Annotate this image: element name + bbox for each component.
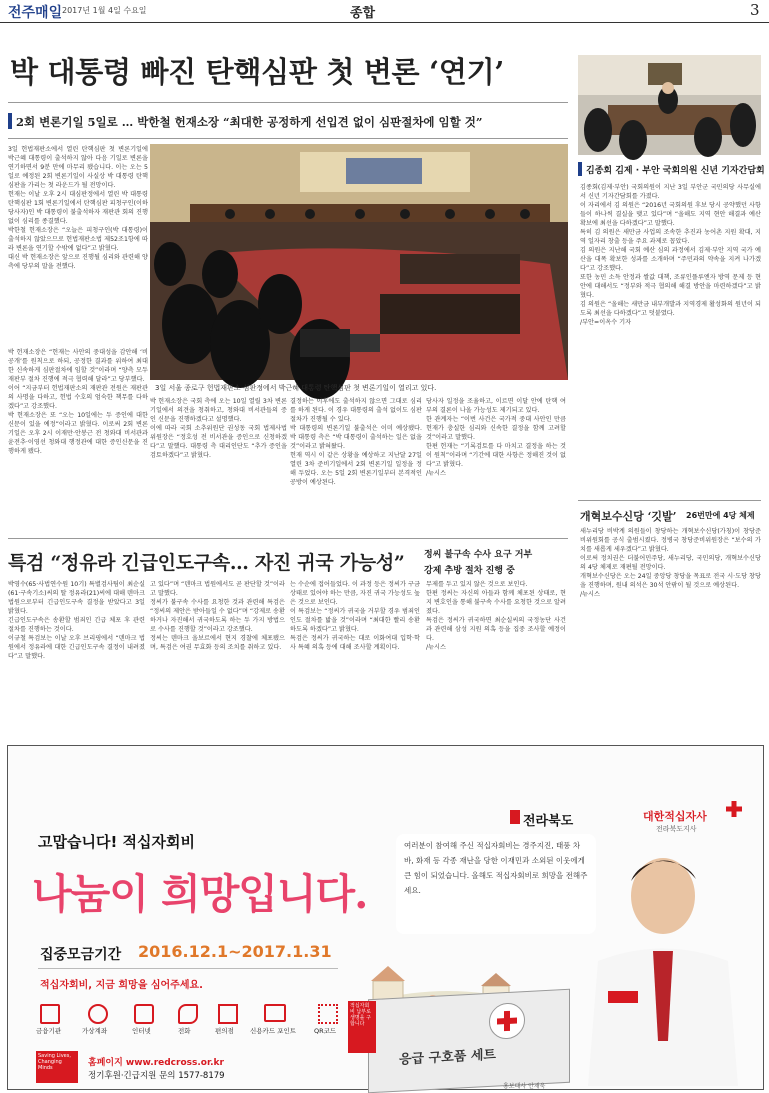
saving-lives-badge: Saving Lives, Changing Minds: [36, 1051, 78, 1083]
ad-org-2-sub: 전라북도지사: [656, 825, 697, 833]
credit-card-icon: [264, 1004, 286, 1022]
ad-main-slogan: 나눔이 희망입니다.: [32, 870, 368, 918]
third-headline-left: 개혁보수신당 ‘깃발’: [580, 510, 677, 523]
second-story-col4: 무제를 두고 있지 않은 것으로 보인다. 한편 정씨는 자신의 아들과 함께 체포된 상태로, 현지 변호인을 통해 불구속 수사를 요청한 것으로 알려졌다. 특검은 정씨가 귀국하면 최순실씨의 국정농단 사건과 관련해 삼성 지원 의혹 등을 집중 조사할 예정이다. /뉴시스: [426, 581, 566, 651]
emergency-kit-box: [368, 989, 570, 1093]
second-story-col1: 박영수(65·사법연수원 10기) 특별검사팀이 최순실(61·구속기소)씨의 딸 정유라(21)씨에 대해 덴마크 법원으로부터 긴급인도구속 결정을 받았다고 3일 밝혔다. 긴급인도구속은 송환할 범죄인 긴급 체포 후 관련 절차를 진행하는 것이다. 이규철 특검보는 이날 오후 브리핑에서 “덴마크 법원에서 정유라에 대한 긴급인도구속 결정이 내려졌다”고 말했다.: [8, 581, 145, 660]
internet-icon: [134, 1004, 154, 1024]
pay-method-label: QR코드: [314, 1027, 337, 1035]
divider: [8, 102, 568, 103]
subhead-bar: [8, 113, 12, 129]
press-conference-photo: [578, 55, 761, 155]
section-title: 종합: [350, 6, 376, 21]
pay-methods-row: [36, 1004, 348, 1038]
newspaper-logo: 전주매일: [8, 5, 63, 21]
issue-date: 2017년 1월 4일 수요일: [62, 6, 147, 15]
second-story-col2: 고 있다”며 “덴마크 법원에서도 곧 판단할 것”이라고 말했다. 정씨가 불구속 수사를 요청한 것과 관련해 특검은 “정씨의 제안은 받아들일 수 없다”며 “강제로 송환하거나 자진해서 귀국하도록 하는 두 가지 방법으로 수사를 진행할 것”이라고 강조했다. 정씨는 덴마크 올보르에서 현지 경찰에 체포됐으며, 특검은 여권 무효화 등의 조치를 취하고 있다.: [150, 581, 285, 651]
pay-method-label: 전화: [178, 1027, 191, 1035]
ad-website: 홈페이지 www.redcross.or.kr: [88, 1058, 224, 1068]
main-story-col3: 결정하는 이후에도 출석하지 않으면 그대로 심리를 하게 된다. 이 경우 대통령의 출석 없이도 심판 절차가 진행될 수 있다. 박 대통령의 변론기일 불출석은 이미 예상됐다. 박 대통령 측은 “박 대통령이 출석하는 일은 없을 것”이라고 밝혀왔다. 헌재 역시 이 같은 상황을 예상하고 지난달 27일 열린 3차 준비기일에서 2회 변론기일 일정을 정해 두었다. 오는 5일 2회 변론기일부터 본격적인 공방이 예상된다.: [290, 398, 422, 486]
kit-box-label: 응급 구호품 세트: [399, 1047, 496, 1068]
third-headline-right: 26번만에 4당 체제: [686, 511, 755, 520]
phone-icon: [178, 1004, 198, 1024]
courtroom-photo-illustration: [150, 144, 568, 380]
press-conference-caption: 김종회 김제 · 부안 국회의원 신년 기자간담회: [586, 166, 765, 176]
ad-period-dates: 2016.12.1~2017.1.31: [138, 942, 332, 961]
ad-divider: [38, 968, 338, 969]
virtual-account-icon: [88, 1004, 108, 1024]
red-cross-icon: [726, 801, 742, 817]
ad-org-1: 전라북도: [523, 814, 574, 829]
qr-code-icon: [318, 1004, 338, 1024]
pay-method-label: 금융기관: [36, 1027, 62, 1035]
bank-icon: [40, 1004, 60, 1024]
ad-stamp: 적십자회비 납부로 생명을 구합니다: [348, 1001, 376, 1053]
ad-hotline: 정기후원·긴급지원 문의 1577-8179: [88, 1071, 225, 1081]
pay-method-label: 가상계좌: [82, 1027, 108, 1035]
ad-notice: 여러분이 참여해 주신 적십자회비는 경주지진, 태풍 차바, 화재 등 각종 재난을 당한 이재민과 소외된 이웃에게 큰 힘이 되었습니다. 올해도 적십자회비로 희망을 전해주세요.: [396, 834, 596, 934]
ambassador-caption: 홍보대사 안재욱: [503, 1083, 546, 1090]
main-story-col2: 박 헌재소장은 국회 측에 오는 10일 열릴 3차 변론기일에서 의견을 청취하고, 청와대 비서관들의 증인 신문을 진행하겠다고 설명했다. 이에 따라 국회 소추위원단 권성동 국회 법제사법위원장은 “정호성 전 비서관을 증인으로 신청하겠다”고 말했다. 대통령 측 대리인단도 “추가 증인을 검토하겠다”고 밝혔다.: [150, 398, 287, 459]
second-headline: 특검 “정유라 긴급인도구속… 자진 귀국 가능성”: [8, 552, 405, 574]
convenience-store-icon: [218, 1004, 238, 1024]
main-subhead: 2회 변론기일 5일로 … 박한철 헌재소장 “최대한 공정하게 선입견 없이 심판절차에 임할 것”: [16, 115, 483, 129]
photo-caption-bar: [578, 162, 582, 176]
ad-tag-line: 고맙습니다! 적십자회비: [38, 833, 195, 851]
press-conference-illustration: [578, 55, 761, 155]
courtroom-photo-caption: 3일 서울 종로구 헌법재판소 심판정에서 박근혜 대통령 탄핵심판 첫 변론기일이 열리고 있다.: [155, 384, 437, 392]
pay-method-label: 신용카드 포인트: [250, 1027, 297, 1035]
third-story-body: 새누리당 비박계 의원들이 창당하는 개혁보수신당(가칭)이 창당준비위원회를 공식 출범시켰다. 정병국 창당준비위원장은 “보수의 가치를 새롭게 세우겠다”고 밝혔다. 이로써 정치권은 더불어민주당, 새누리당, 국민의당, 개혁보수신당의 4당 체제로 재편될 전망이다. 개혁보수신당은 오는 24일 중앙당 창당을 목표로 전국 시·도당 창당을 진행하며, 원내 의석은 30석 안팎이 될 것으로 예상된다. /뉴시스: [580, 528, 761, 598]
second-side-title-2: 강제 추방 절차 진행 중: [424, 566, 515, 576]
pay-method-label: 편의점: [215, 1027, 234, 1035]
main-story-col1: 3일 헌법재판소에서 열린 탄핵심판 첫 변론기일에 박근혜 대통령이 출석하지 않아 다음 기일로 변론을 연기하면서 9분 만에 마무리 됐습니다. 이는 오는 5일로 예정된 2회 변론기일이 사실상 박 대통령 탄핵심판을 가리는 첫 라운드가 될 전망이다. 헌재는 이날 오후 2시 대심판정에서 열린 박 대통령 탄핵심판 1회 변론기일에서 탄핵심판 피청구인(이하 당사자)인 박 대통령이 불출석하자 재판관 회의 진행 없이 심리를 종결했다. 박한철 헌재소장은 “오늘은 피청구인(박 대통령)이 출석하지 않았으므로 헌법재판소법 제52조1항에 따라 변론을 연기할 수밖에 없다”고 밝혔다. 대신 박 헌재소장은 앞으로 진행될 심리와 관련해 양측에 당부의 말을 전했다.: [8, 146, 148, 270]
right-story-body: 김종회(김제·부안) 국회의원이 지난 3일 부안군 국민의당 사무실에서 신년 기자간담회를 가졌다. 이 자리에서 김 의원은 “2016년 국회의원 후보 당시 공약했던 사항들이 하나씩 결실을 맺고 있다”며 “올해도 지역 현안 해결과 예산 확보에 최선을 다하겠다”고 말했다. 특히 김 의원은 새만금 사업의 조속한 추진과 농어촌 지원 확대, 지역 일자리 창출 등을 주요 과제로 꼽았다. 김 의원은 지난해 국회 예산 심의 과정에서 김제·부안 지역 국가 예산을 대폭 확보한 성과를 소개하며 “주민과의 약속을 지켜 나가겠다”고 강조했다. 또한 농민 소득 안정과 쌀값 대책, 조류인플루엔자 방역 문제 등 현안에 대해서도 “정부와 적극 협의해 해결 방안을 마련하겠다”고 밝혔다. 김 의원은 “올해는 새만금 내부개발과 지역경제 활성화의 원년이 되도록 최선을 다하겠다”고 덧붙였다. /부안=이옥수 기자: [580, 184, 761, 326]
main-story-col4: 당사자 일정을 조율하고, 이르면 이달 안에 탄핵 여부의 결론이 나올 가능성도 제기되고 있다. 한 관계자는 “이번 사건은 국가적 중대 사안인 만큼 헌재가 충실한 심리와 신속한 결정을 함께 고려할 것”이라고 말했다. 한편 헌재는 “기록검토를 다 마치고 결정을 하는 것이 원칙”이라며 “기간에 대한 사항은 정해진 것이 없다”고 밝혔다. /뉴시스: [426, 398, 566, 477]
divider: [8, 138, 568, 139]
red-cross-ad: [7, 745, 764, 1090]
divider: [578, 500, 761, 501]
province-logo-icon: [510, 810, 520, 824]
divider: [8, 538, 568, 539]
ad-period-label: 집중모금기간: [40, 947, 122, 963]
second-side-title-1: 정씨 불구속 수사 요구 거부: [424, 550, 533, 560]
kit-seal-icon: [489, 1002, 525, 1040]
ad-org-2: 대한적십자사: [643, 810, 707, 823]
main-headline: 박 대통령 빠진 탄핵심판 첫 변론 ‘연기’: [10, 55, 505, 89]
courtroom-photo: [150, 144, 568, 380]
page-number: 3: [750, 1, 760, 19]
main-story-col1b: 박 헌재소장은 “헌재는 사안의 중대성을 감안해 ‘비공개’를 원칙으로 하되, 공정한 결과를 위하여 최대한 신속하게 심판절차에 임할 것”이라며 “양측 모두 재판부 절차 진행에 적극 협력해 달라”고 당부했다. 이어 “지금부터 헌법재판소의 재판관 전원은 재판관의 사명을 다하고, 헌법 수호의 엄숙한 책무를 다하겠다”고 강조했다. 박 헌재소장은 또 “오는 10일에는 두 증인에 대한 신문이 있을 예정”이라고 밝혔다. 이로써 2회 변론기일은 오후 2시 이재만·안봉근 전 청와대 비서관과 윤전추·이영선 청와대 행정관에 대한 증인신문을 진행하게 됐다.: [8, 349, 148, 455]
ambassador-figure: [568, 841, 753, 1086]
pay-method-label: 인터넷: [132, 1027, 151, 1035]
ad-cta: 적십자회비, 지금 희망을 심어주세요.: [40, 980, 203, 991]
second-story-col3: 는 수순에 접어들었다. 이 과정 등은 정씨가 구금 상태로 있어야 하는 만큼, 자진 귀국 가능성도 높은 것으로 보인다. 이 특검보는 “정씨가 귀국을 거부할 경우 범죄인 인도 절차를 밟을 것”이라며 “최대한 빨리 송환하도록 하겠다”고 밝혔다. 특검은 정씨가 귀국하는 대로 이화여대 입학·학사 특혜 의혹 등에 대해 조사할 계획이다.: [290, 581, 420, 651]
